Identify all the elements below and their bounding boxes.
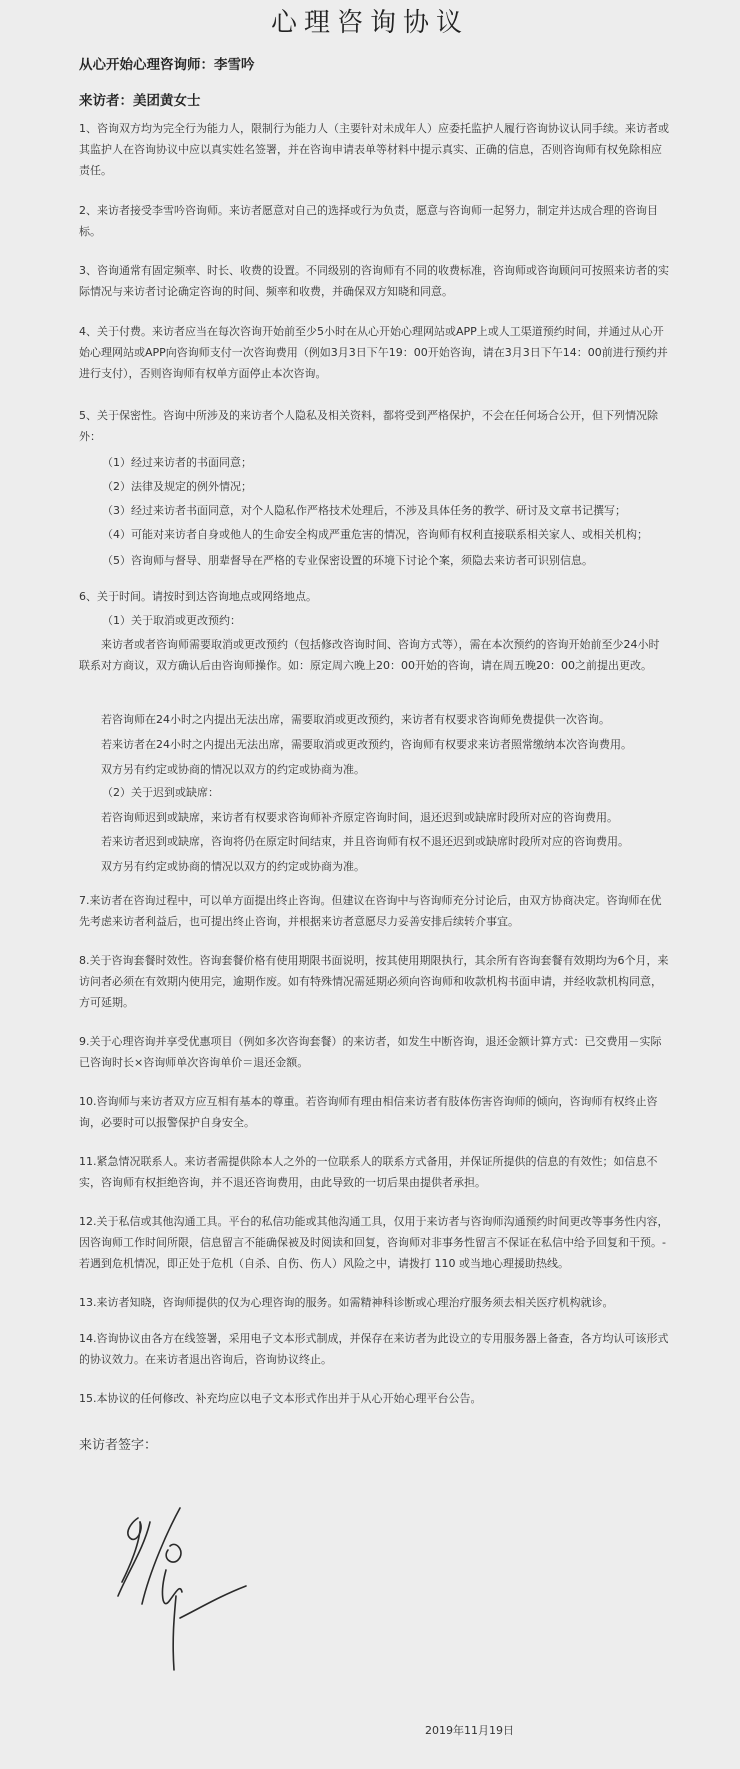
signing-date: 2019年11月19日	[425, 1724, 514, 1737]
client-line: 来访者：美团黄女士	[79, 93, 201, 109]
clause-5-sub-4: （4）可能对来访者自身或他人的生命安全构成严重危害的情况，咨询师有权利直接联系相关家人、或相关机构；	[102, 528, 648, 541]
clause-7: 7.来访者在咨询过程中，可以单方面提出终止咨询。但建议在咨询中与咨询师充分讨论后，由双方协商决定。咨询师在优先考虑来访者利益后，也可提出终止咨询，并根据来访者意愿尽力妥善安排后续转介事宜。	[79, 894, 662, 928]
clause-10: 10.咨询师与来访者双方应互相有基本的尊重。若咨询师有理由相信来访者有肢体伤害咨询师的倾向，咨询师有权终止咨询，必要时可以报警保护自身安全。	[79, 1095, 658, 1129]
clause-5: 5、关于保密性。咨询中所涉及的来访者个人隐私及相关资料，都将受到严格保护，不会在任何场合公开，但下列情况除外：	[79, 409, 658, 443]
clause-14: 14.咨询协议由各方在线签署，采用电子文本形式制成，并保存在来访者为此设立的专用服务器上备查，各方均认可该形式的协议效力。在来访者退出咨询后，咨询协议终止。	[79, 1332, 669, 1366]
clause-6: 6、关于时间。请按时到达咨询地点或网络地点。	[79, 590, 317, 603]
clause-5-sub-3: （3）经过来访者书面同意，对个人隐私作严格技术处理后，不涉及具体任务的教学、研讨及文章书记撰写；	[102, 504, 626, 517]
clause-6-sub-2-c: 双方另有约定或协商的情况以双方的约定或协商为准。	[101, 860, 365, 873]
clause-6-sub-1: （1）关于取消或更改预约：	[102, 614, 241, 627]
clause-12: 12.关于私信或其他沟通工具。平台的私信功能或其他沟通工具，仅用于来访者与咨询师沟通预约时间更改等事务性内容，因咨询师工作时间所限，信息留言不能确保被及时阅读和回复，咨询师对非事务性留言不保证在私信中给予回复和干预。- 若遇到危机情况，即正处于危机（自杀、自伤、伤人）风险之中，请拨打 110 或当地心理援助热线。	[79, 1215, 669, 1270]
signature-label: 来访者签字：	[79, 1438, 158, 1453]
clause-3: 3、咨询通常有固定频率、时长、收费的设置。不同级别的咨询师有不同的收费标准，咨询师或咨询顾问可按照来访者的实际情况与来访者讨论确定咨询的时间、频率和收费，并确保双方知晓和同意。	[79, 264, 669, 298]
clause-9: 9.关于心理咨询并享受优惠项目（例如多次咨询套餐）的来访者，如发生中断咨询，退还金额计算方式：已交费用－实际已咨询时长×咨询师单次咨询单价＝退还金额。	[79, 1035, 662, 1069]
clause-5-sub-1: （1）经过来访者的书面同意；	[102, 456, 252, 469]
clause-11: 11.紧急情况联系人。来访者需提供除本人之外的一位联系人的联系方式备用，并保证所提供的信息的有效性；如信息不实，咨询师有权拒绝咨询，并不退还咨询费用，由此导致的一切后果由提供者承担。	[79, 1155, 658, 1189]
clause-6-sub-2-a: 若咨询师迟到或缺席，来访者有权要求咨询师补齐原定咨询时间，退还迟到或缺席时段所对应的咨询费用。	[101, 811, 618, 824]
document-title: 心理咨询协议	[270, 8, 469, 38]
clause-6-sub-1-a: 来访者或者咨询师需要取消或更改预约（包括修改咨询时间、咨询方式等），需在本次预约的咨询开始前至少24小时联系对方商议，双方确认后由咨询师操作。如：原定周六晚上20：00开始的咨询，请在周五晚20：00之前提出更改。	[79, 638, 660, 672]
counselor-line: 从心开始心理咨询师：李雪吟	[79, 57, 255, 73]
clause-1: 1、咨询双方均为完全行为能力人，限制行为能力人（主要针对未成年人）应委托监护人履行咨询协议认同手续。来访者或其监护人在咨询协议中应以真实姓名签署，并在咨询申请表单等材料中提示真实、正确的信息，否则咨询师有权免除相应责任。	[79, 122, 669, 177]
clause-4: 4、关于付费。来访者应当在每次咨询开始前至少5小时在从心开始心理网站或APP上或人工渠道预约时间，并通过从心开始心理网站或APP向咨询师支付一次咨询费用（例如3月3日下午19：00开始咨询，请在3月3日下午14：00前进行预约并进行支付），否则咨询师有权单方面停止本次咨询。	[79, 325, 668, 380]
clause-5-sub-2: （2）法律及规定的例外情况；	[102, 480, 252, 493]
clause-8: 8.关于咨询套餐时效性。咨询套餐价格有使用期限书面说明，按其使用期限执行，其余所有咨询套餐有效期均为6个月，来访问者必须在有效期内使用完，逾期作废。如有特殊情况需延期必须向咨询师和收款机构书面申请，并经收款机构同意，方可延期。	[79, 954, 669, 1009]
clause-6-sub-1-c: 若来访者在24小时之内提出无法出席，需要取消或更改预约，咨询师有权要求来访者照常缴纳本次咨询费用。	[101, 738, 632, 751]
clause-13: 13.来访者知晓，咨询师提供的仅为心理咨询的服务。如需精神科诊断或心理治疗服务须去相关医疗机构就诊。	[79, 1296, 614, 1309]
clause-6-sub-2: （2）关于迟到或缺席：	[102, 786, 219, 799]
clause-15: 15.本协议的任何修改、补充均应以电子文本形式作出并于从心开始心理平台公告。	[79, 1392, 482, 1405]
clause-6-sub-1-b: 若咨询师在24小时之内提出无法出席，需要取消或更改预约，来访者有权要求咨询师免费提供一次咨询。	[101, 713, 610, 726]
clause-6-sub-2-b: 若来访者迟到或缺席，咨询将仍在原定时间结束，并且咨询师有权不退还迟到或缺席时段所对应的咨询费用。	[101, 835, 629, 848]
clause-6-sub-1-d: 双方另有约定或协商的情况以双方的约定或协商为准。	[101, 763, 365, 776]
handwritten-signature	[110, 1500, 260, 1680]
clause-2: 2、来访者接受李雪吟咨询师。来访者愿意对自己的选择或行为负责，愿意与咨询师一起努力，制定并达成合理的咨询目标。	[79, 204, 658, 238]
clause-5-sub-5: （5）咨询师与督导、朋辈督导在严格的专业保密设置的环境下讨论个案，须隐去来访者可识别信息。	[102, 554, 593, 567]
